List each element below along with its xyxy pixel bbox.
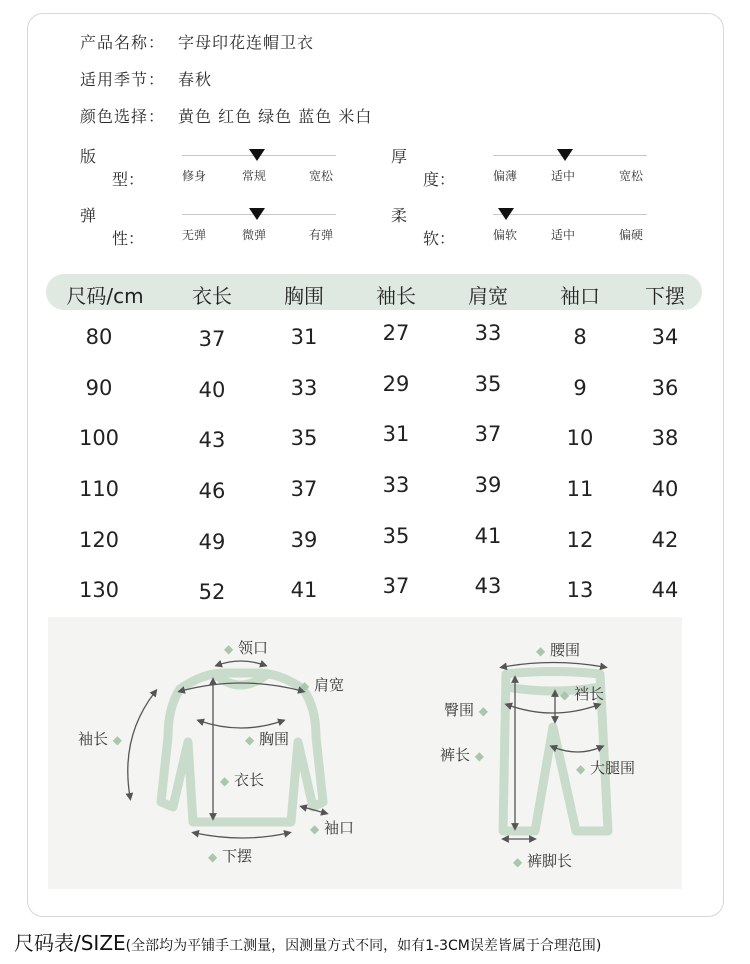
table-cell: 31 <box>290 325 318 349</box>
season-label: 适用季节： <box>80 70 166 89</box>
table-cell: 39 <box>290 528 318 552</box>
table-cell: 37 <box>290 477 318 501</box>
hem-label: ◆ 下摆 <box>208 847 253 865</box>
table-cell: 40 <box>651 477 679 501</box>
table-cell: 33 <box>290 376 318 400</box>
sleeve-label: 袖长 ◆ <box>78 730 123 748</box>
softness-option: 适中 <box>551 228 576 242</box>
table-cell: 35 <box>290 426 318 450</box>
color-value: 黄色 红色 绿色 蓝色 米白 <box>178 107 373 126</box>
table-cell: 46 <box>198 479 226 503</box>
table-cell: 49 <box>198 530 226 554</box>
table-cell: 41 <box>290 578 318 602</box>
diamond-icon: ◆ <box>513 855 523 869</box>
fit-label-b: 型： <box>112 170 145 189</box>
elasticity-option: 无弹 <box>182 228 207 242</box>
measurement-diagram <box>48 617 682 889</box>
table-cell: 38 <box>651 426 679 450</box>
thickness-indicator-icon <box>557 149 573 161</box>
table-cell: 35 <box>474 372 502 396</box>
header-shoulder: 肩宽 <box>468 284 508 308</box>
color-row <box>80 104 372 127</box>
thickness-label-a: 厚 <box>391 147 408 166</box>
elasticity-attribute <box>80 206 340 266</box>
diamond-icon: ◆ <box>310 822 320 836</box>
header-size: 尺码/cm <box>66 284 144 308</box>
softness-label-b: 软： <box>423 229 456 248</box>
table-cell: 80 <box>85 325 113 349</box>
size-chart-caption <box>14 927 601 956</box>
season-value: 春秋 <box>178 70 213 89</box>
fit-attribute <box>80 147 340 207</box>
fit-option: 常规 <box>242 169 267 183</box>
table-cell: 29 <box>382 372 410 396</box>
table-cell: 43 <box>474 574 502 598</box>
waist-label: ◆ 腰围 <box>536 641 581 659</box>
fit-option: 宽松 <box>309 169 334 183</box>
crotch-label: ◆ 裆长 <box>560 685 605 703</box>
table-cell: 12 <box>566 528 594 552</box>
table-cell: 27 <box>382 321 410 345</box>
table-cell: 130 <box>78 578 120 602</box>
table-cell: 37 <box>198 327 226 351</box>
table-cell: 42 <box>651 528 679 552</box>
softness-indicator-icon <box>498 208 514 220</box>
diamond-icon: ◆ <box>560 688 570 702</box>
table-cell: 120 <box>78 528 120 552</box>
color-label: 颜色选择： <box>80 107 166 126</box>
table-cell: 33 <box>474 321 502 345</box>
thickness-option: 宽松 <box>619 169 644 183</box>
table-cell: 8 <box>573 325 587 349</box>
elasticity-option: 微弹 <box>242 228 267 242</box>
diamond-icon: ◆ <box>474 749 485 763</box>
table-cell: 90 <box>85 376 113 400</box>
thickness-option: 偏薄 <box>493 169 518 183</box>
diamond-icon: ◆ <box>576 762 586 776</box>
table-cell: 41 <box>474 524 502 548</box>
measurement-diagram-svg <box>48 617 682 889</box>
caption-note: (全部均为平铺手工测量，因测量方式不同，如有1-3CM误差皆属于合理范围) <box>125 938 602 954</box>
fit-scale <box>182 147 336 187</box>
table-cell: 40 <box>198 378 226 402</box>
fit-label-a: 版 <box>80 147 97 166</box>
diamond-icon: ◆ <box>208 850 218 864</box>
table-cell: 39 <box>474 473 502 497</box>
thickness-attribute <box>391 147 651 207</box>
table-cell: 110 <box>78 477 120 501</box>
elasticity-label-a: 弹 <box>80 206 97 225</box>
diamond-icon: ◆ <box>245 733 255 747</box>
cuff-label: ◆ 袖口 <box>310 819 355 837</box>
diamond-icon: ◆ <box>478 704 489 718</box>
header-sleeve: 袖长 <box>376 284 416 308</box>
header-length: 衣长 <box>192 284 232 308</box>
table-cell: 34 <box>651 325 679 349</box>
elasticity-indicator-icon <box>249 208 265 220</box>
header-cuff: 袖口 <box>560 284 600 308</box>
table-cell: 13 <box>566 578 594 602</box>
caption-title: 尺码表/SIZE <box>14 931 126 955</box>
elasticity-option: 有弹 <box>309 228 334 242</box>
elasticity-scale <box>182 206 336 246</box>
diamond-icon: ◆ <box>300 679 310 693</box>
thickness-scale <box>493 147 647 187</box>
table-cell: 9 <box>573 376 587 400</box>
season-row <box>80 67 212 90</box>
size-table-header <box>46 274 702 310</box>
fit-option: 修身 <box>182 169 207 183</box>
product-name-row <box>80 30 314 53</box>
diamond-icon: ◆ <box>220 774 230 788</box>
hip-label: 臀围 ◆ <box>444 701 489 719</box>
chest-label: ◆ 胸围 <box>245 730 290 748</box>
table-cell: 10 <box>566 426 594 450</box>
softness-option: 偏硬 <box>619 228 644 242</box>
table-cell: 37 <box>474 422 502 446</box>
diamond-icon: ◆ <box>536 644 546 658</box>
thickness-label-b: 度： <box>423 170 456 189</box>
table-cell: 52 <box>198 580 226 604</box>
table-cell: 100 <box>78 426 120 450</box>
header-hem: 下摆 <box>645 284 685 308</box>
elasticity-label-b: 性： <box>112 229 145 248</box>
table-cell: 36 <box>651 376 679 400</box>
shoulder-label: ◆ 肩宽 <box>300 676 345 694</box>
pants-length-label: 裤长 ◆ <box>440 746 485 764</box>
thigh-label: ◆ 大腿围 <box>576 759 636 777</box>
table-cell: 31 <box>382 422 410 446</box>
product-name-value: 字母印花连帽卫衣 <box>178 33 315 52</box>
diamond-icon: ◆ <box>112 733 123 747</box>
softness-option: 偏软 <box>493 228 518 242</box>
table-cell: 35 <box>382 524 410 548</box>
table-cell: 37 <box>382 574 410 598</box>
collar-label: ◆ 领口 <box>224 639 269 657</box>
length-label: ◆ 衣长 <box>220 771 265 789</box>
table-cell: 33 <box>382 473 410 497</box>
softness-scale <box>493 206 647 246</box>
table-cell: 43 <box>198 428 226 452</box>
leg-opening-label: ◆ 裤脚长 <box>513 852 573 870</box>
softness-attribute <box>391 206 651 266</box>
diamond-icon: ◆ <box>224 642 234 656</box>
softness-label-a: 柔 <box>391 206 408 225</box>
table-cell: 11 <box>566 477 594 501</box>
product-name-label: 产品名称： <box>80 33 166 52</box>
thickness-option: 适中 <box>551 169 576 183</box>
sweatshirt-outline-icon <box>161 673 323 822</box>
table-cell: 44 <box>651 578 679 602</box>
header-chest: 胸围 <box>284 284 324 308</box>
fit-indicator-icon <box>249 149 265 161</box>
